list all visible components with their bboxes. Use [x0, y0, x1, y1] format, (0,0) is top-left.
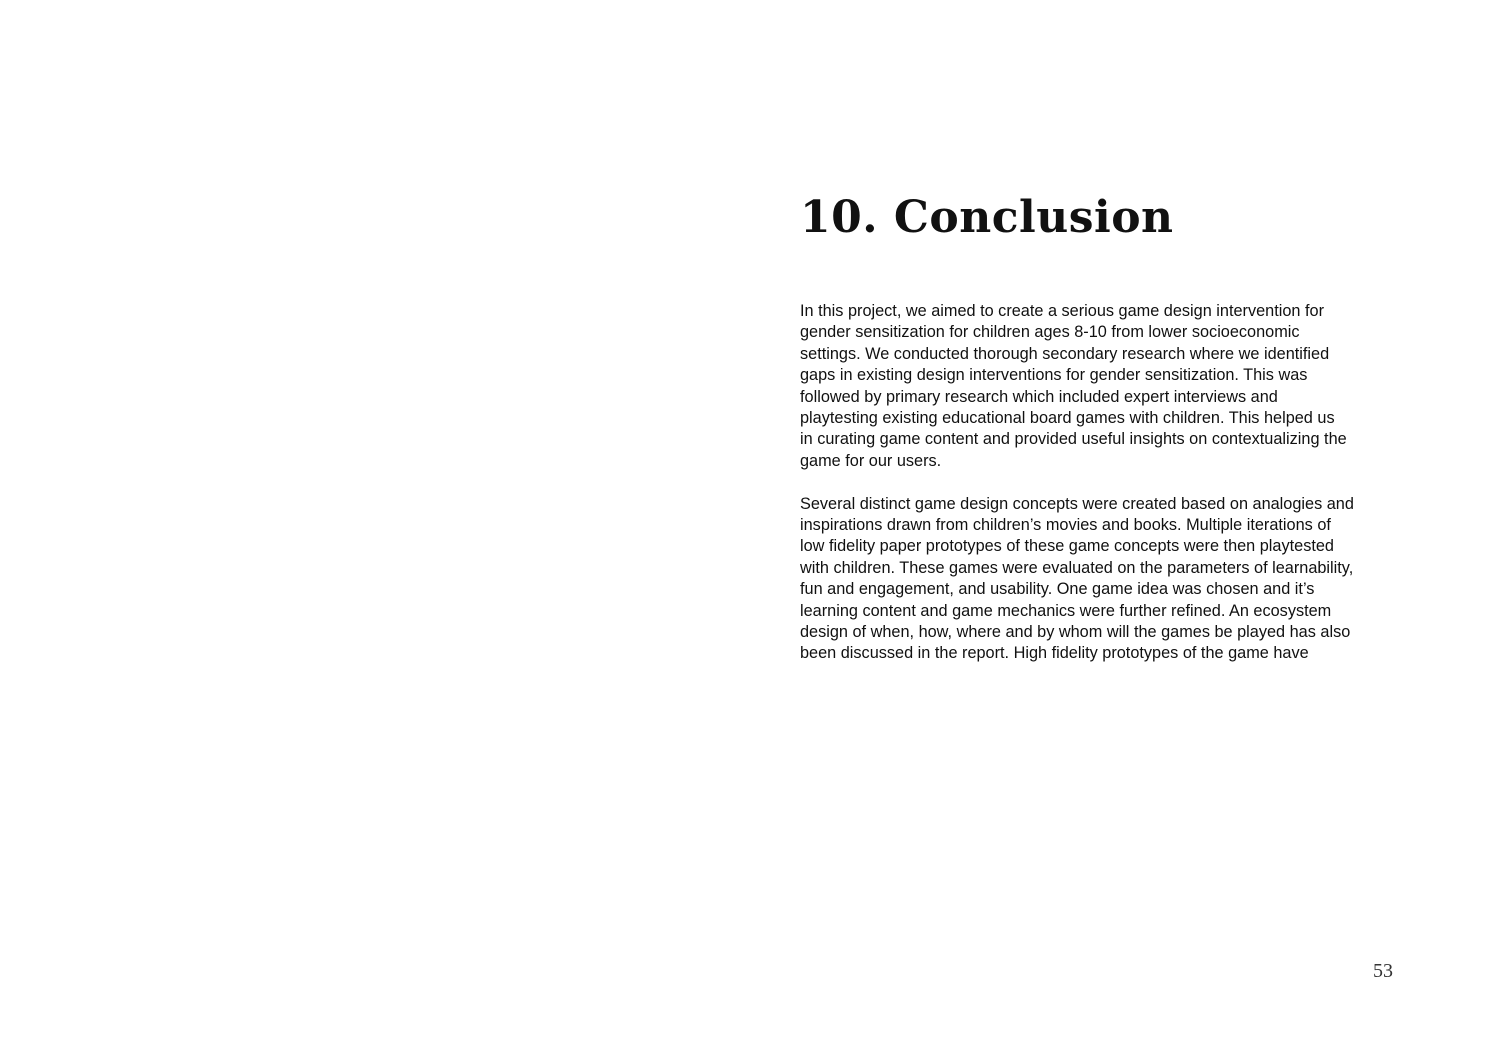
text-line: in curating game content and provided useful insights on contextualizing the: [800, 430, 1347, 449]
section-heading: 10. Conclusion: [800, 192, 1174, 243]
text-line: settings. We conducted thorough secondary research where we identified: [800, 344, 1330, 363]
text-line: gaps in existing design interventions for gender sensitization. This was: [800, 366, 1308, 385]
right-page: [750, 0, 1500, 1061]
text-line: with children. These games were evaluated on the parameters of learnability,: [800, 558, 1354, 577]
text-line: inspirations drawn from children’s movies and books. Multiple iterations of: [800, 516, 1331, 535]
text-line: playtesting existing educational board games with children. This helped us: [800, 409, 1335, 428]
text-line: been discussed in the report. High fidelity prototypes of the game have: [800, 644, 1309, 663]
text-line: design of when, how, where and by whom will the games be played has also: [800, 623, 1351, 642]
text-line: learning content and game mechanics were further refined. An ecosystem: [800, 601, 1332, 620]
text-line: fun and engagement, and usability. One game idea was chosen and it’s: [800, 580, 1315, 599]
page-number: 53: [1373, 960, 1393, 982]
body-text: [800, 301, 1400, 686]
text-line: gender sensitization for children ages 8-10 from lower socioeconomic: [800, 323, 1300, 342]
text-line: game for our users.: [800, 451, 942, 470]
text-line: Several distinct game design concepts were created based on analogies and: [800, 494, 1354, 513]
text-line: low fidelity paper prototypes of these game concepts were then playtested: [800, 537, 1334, 556]
text-line: followed by primary research which included expert interviews and: [800, 387, 1278, 406]
paragraph-1: [800, 301, 1400, 472]
paragraph-2: [800, 494, 1400, 665]
text-line: In this project, we aimed to create a serious game design intervention for: [800, 302, 1324, 320]
